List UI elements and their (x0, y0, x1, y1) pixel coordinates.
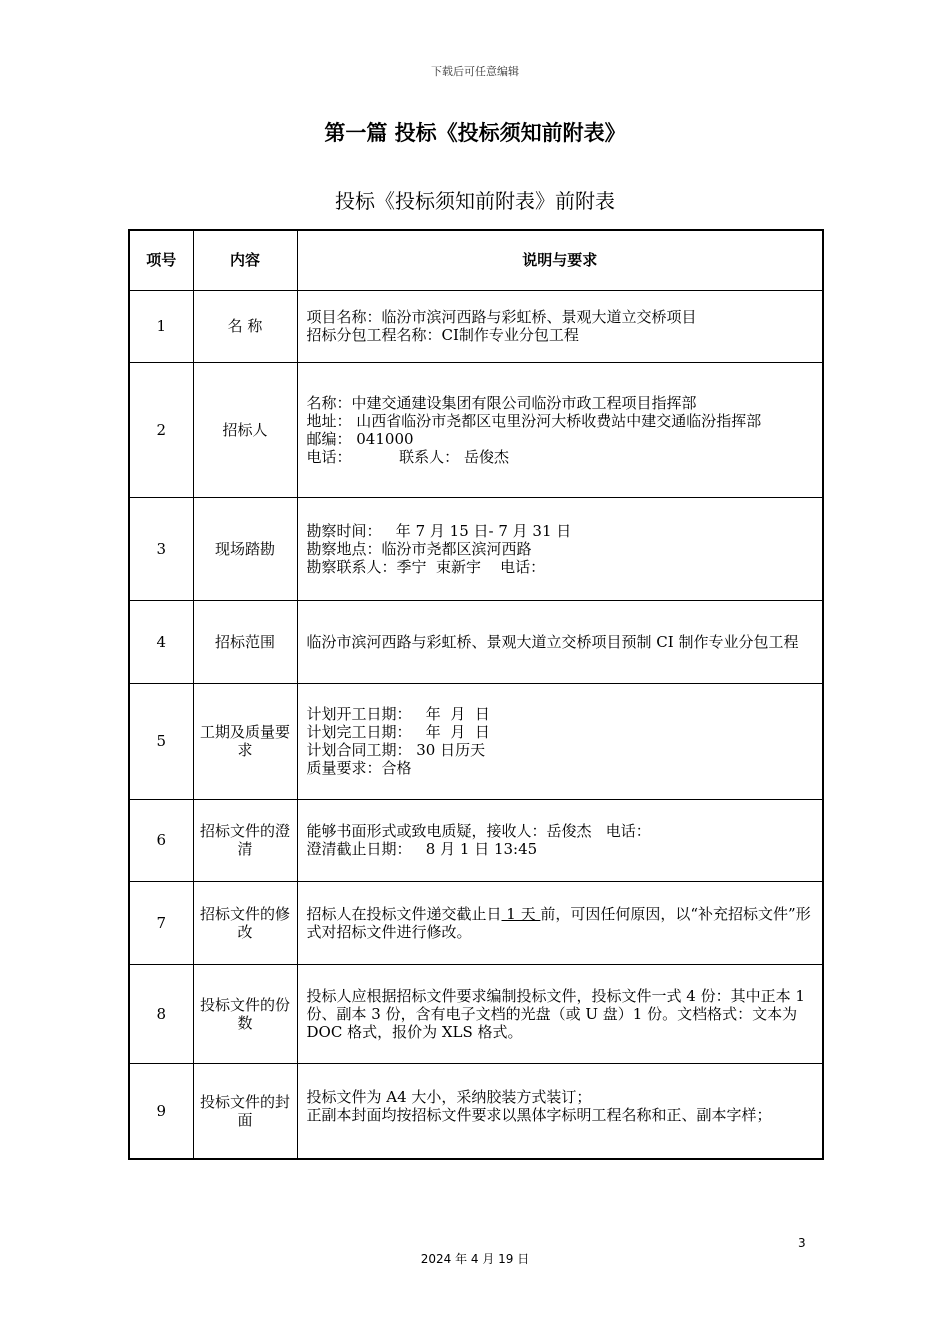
row-description (297, 881, 823, 964)
description-line: 计划开工日期： 年 月 日 (306, 705, 490, 723)
table-row (129, 683, 823, 799)
row-description (297, 799, 823, 881)
row-number: 3 (129, 497, 193, 600)
text-before: 招标人在投标文件递交截止日 (306, 904, 502, 923)
description-line: 地址： 山西省临汾市尧都区屯里汾河大桥收费站中建交通临汾指挥部 (306, 411, 762, 430)
row-number: 4 (129, 600, 193, 683)
description-line: 计划合同工期： 30 日历天 (306, 741, 486, 759)
bid-instructions-table (128, 229, 824, 1160)
table-row (129, 362, 823, 497)
description-line: 邮编： 041000 (306, 429, 414, 448)
table-row (129, 290, 823, 362)
row-number: 9 (129, 1063, 193, 1159)
underlined-deadline: 1 天 (501, 904, 541, 923)
row-name: 名 称 (193, 290, 297, 362)
header-item-no: 项号 (129, 230, 193, 290)
row-description (297, 683, 823, 799)
row-description (297, 600, 823, 683)
page-number: 3 (798, 1236, 806, 1250)
chapter-title: 第一篇 投标《投标须知前附表》 (324, 121, 626, 145)
table-row (129, 497, 823, 600)
description-line: 勘察地点：临汾市尧都区滨河西路 (306, 539, 532, 558)
description-line: 投标人应根据招标文件要求编制投标文件，投标文件一式 4 份：其中正本 1 份、副本 3 份，含有电子文档的光盘（或 U 盘）1 份。文档格式：文本为 DOC 格式，报价为 XLS 格式。 (306, 986, 805, 1041)
row-name: 招标人 (193, 362, 297, 497)
table-row (129, 600, 823, 683)
description-line: 临汾市滨河西路与彩虹桥、景观大道立交桥项目预制 CI 制作专业分包工程 (306, 632, 799, 651)
description-line: 计划完工日期： 年 月 日 (306, 723, 490, 741)
table-row (129, 964, 823, 1063)
row-number: 6 (129, 799, 193, 881)
description-line: 名称：中建交通建设集团有限公司临汾市政工程项目指挥部 (306, 393, 697, 412)
description-line: 质量要求：合格 (306, 759, 412, 777)
row-number: 8 (129, 964, 193, 1063)
description-line: 电话： 联系人： 岳俊杰 (306, 447, 509, 466)
row-name: 工期及质量要求 (193, 683, 297, 799)
table-title: 投标《投标须知前附表》前附表 (335, 189, 615, 213)
description-line: 勘察时间： 年 7 月 15 日- 7 月 31 日 (306, 521, 572, 540)
row-description (297, 290, 823, 362)
row-description (297, 497, 823, 600)
row-description (297, 1063, 823, 1159)
text-after: 前，可因任何原因，以“补充招标文件”形式对招标文件进行修改。 (306, 904, 811, 941)
header-content: 内容 (193, 230, 297, 290)
row-number: 5 (129, 683, 193, 799)
table-header-row (129, 230, 823, 290)
row-number: 2 (129, 362, 193, 497)
row-name: 招标文件的澄清 (193, 799, 297, 881)
row-name: 投标文件的份数 (193, 964, 297, 1063)
table-row (129, 1063, 823, 1159)
description-line: 澄清截止日期： 8 月 1 日 13:45 (306, 840, 538, 858)
description-line: 投标文件为 A4 大小，采纳胶装方式装订； (306, 1087, 592, 1106)
description-line: 勘察联系人：季宁 束新宇 电话： (306, 557, 546, 576)
description-line (307, 905, 817, 941)
row-name: 投标文件的封面 (193, 1063, 297, 1159)
description-line: 能够书面形式或致电质疑，接收人：岳俊杰 电话： (306, 822, 651, 840)
row-name: 招标范围 (193, 600, 297, 683)
table-row (129, 799, 823, 881)
footer-date: 2024 年 4 月 19 日 (420, 1252, 530, 1266)
row-name: 现场踏勘 (193, 497, 297, 600)
header-note: 下载后可任意编辑 (431, 65, 519, 78)
description-line: 招标分包工程名称：CI制作专业分包工程 (306, 326, 579, 344)
row-name: 招标文件的修改 (193, 881, 297, 964)
row-description (297, 362, 823, 497)
description-line: 项目名称：临汾市滨河西路与彩虹桥、景观大道立交桥项目 (306, 308, 697, 326)
row-description (297, 964, 823, 1063)
description-line: 正副本封面均按招标文件要求以黑体字标明工程名称和正、副本字样； (306, 1105, 772, 1124)
header-requirements: 说明与要求 (297, 230, 823, 290)
table-row (129, 881, 823, 964)
row-number: 7 (129, 881, 193, 964)
row-number: 1 (129, 290, 193, 362)
